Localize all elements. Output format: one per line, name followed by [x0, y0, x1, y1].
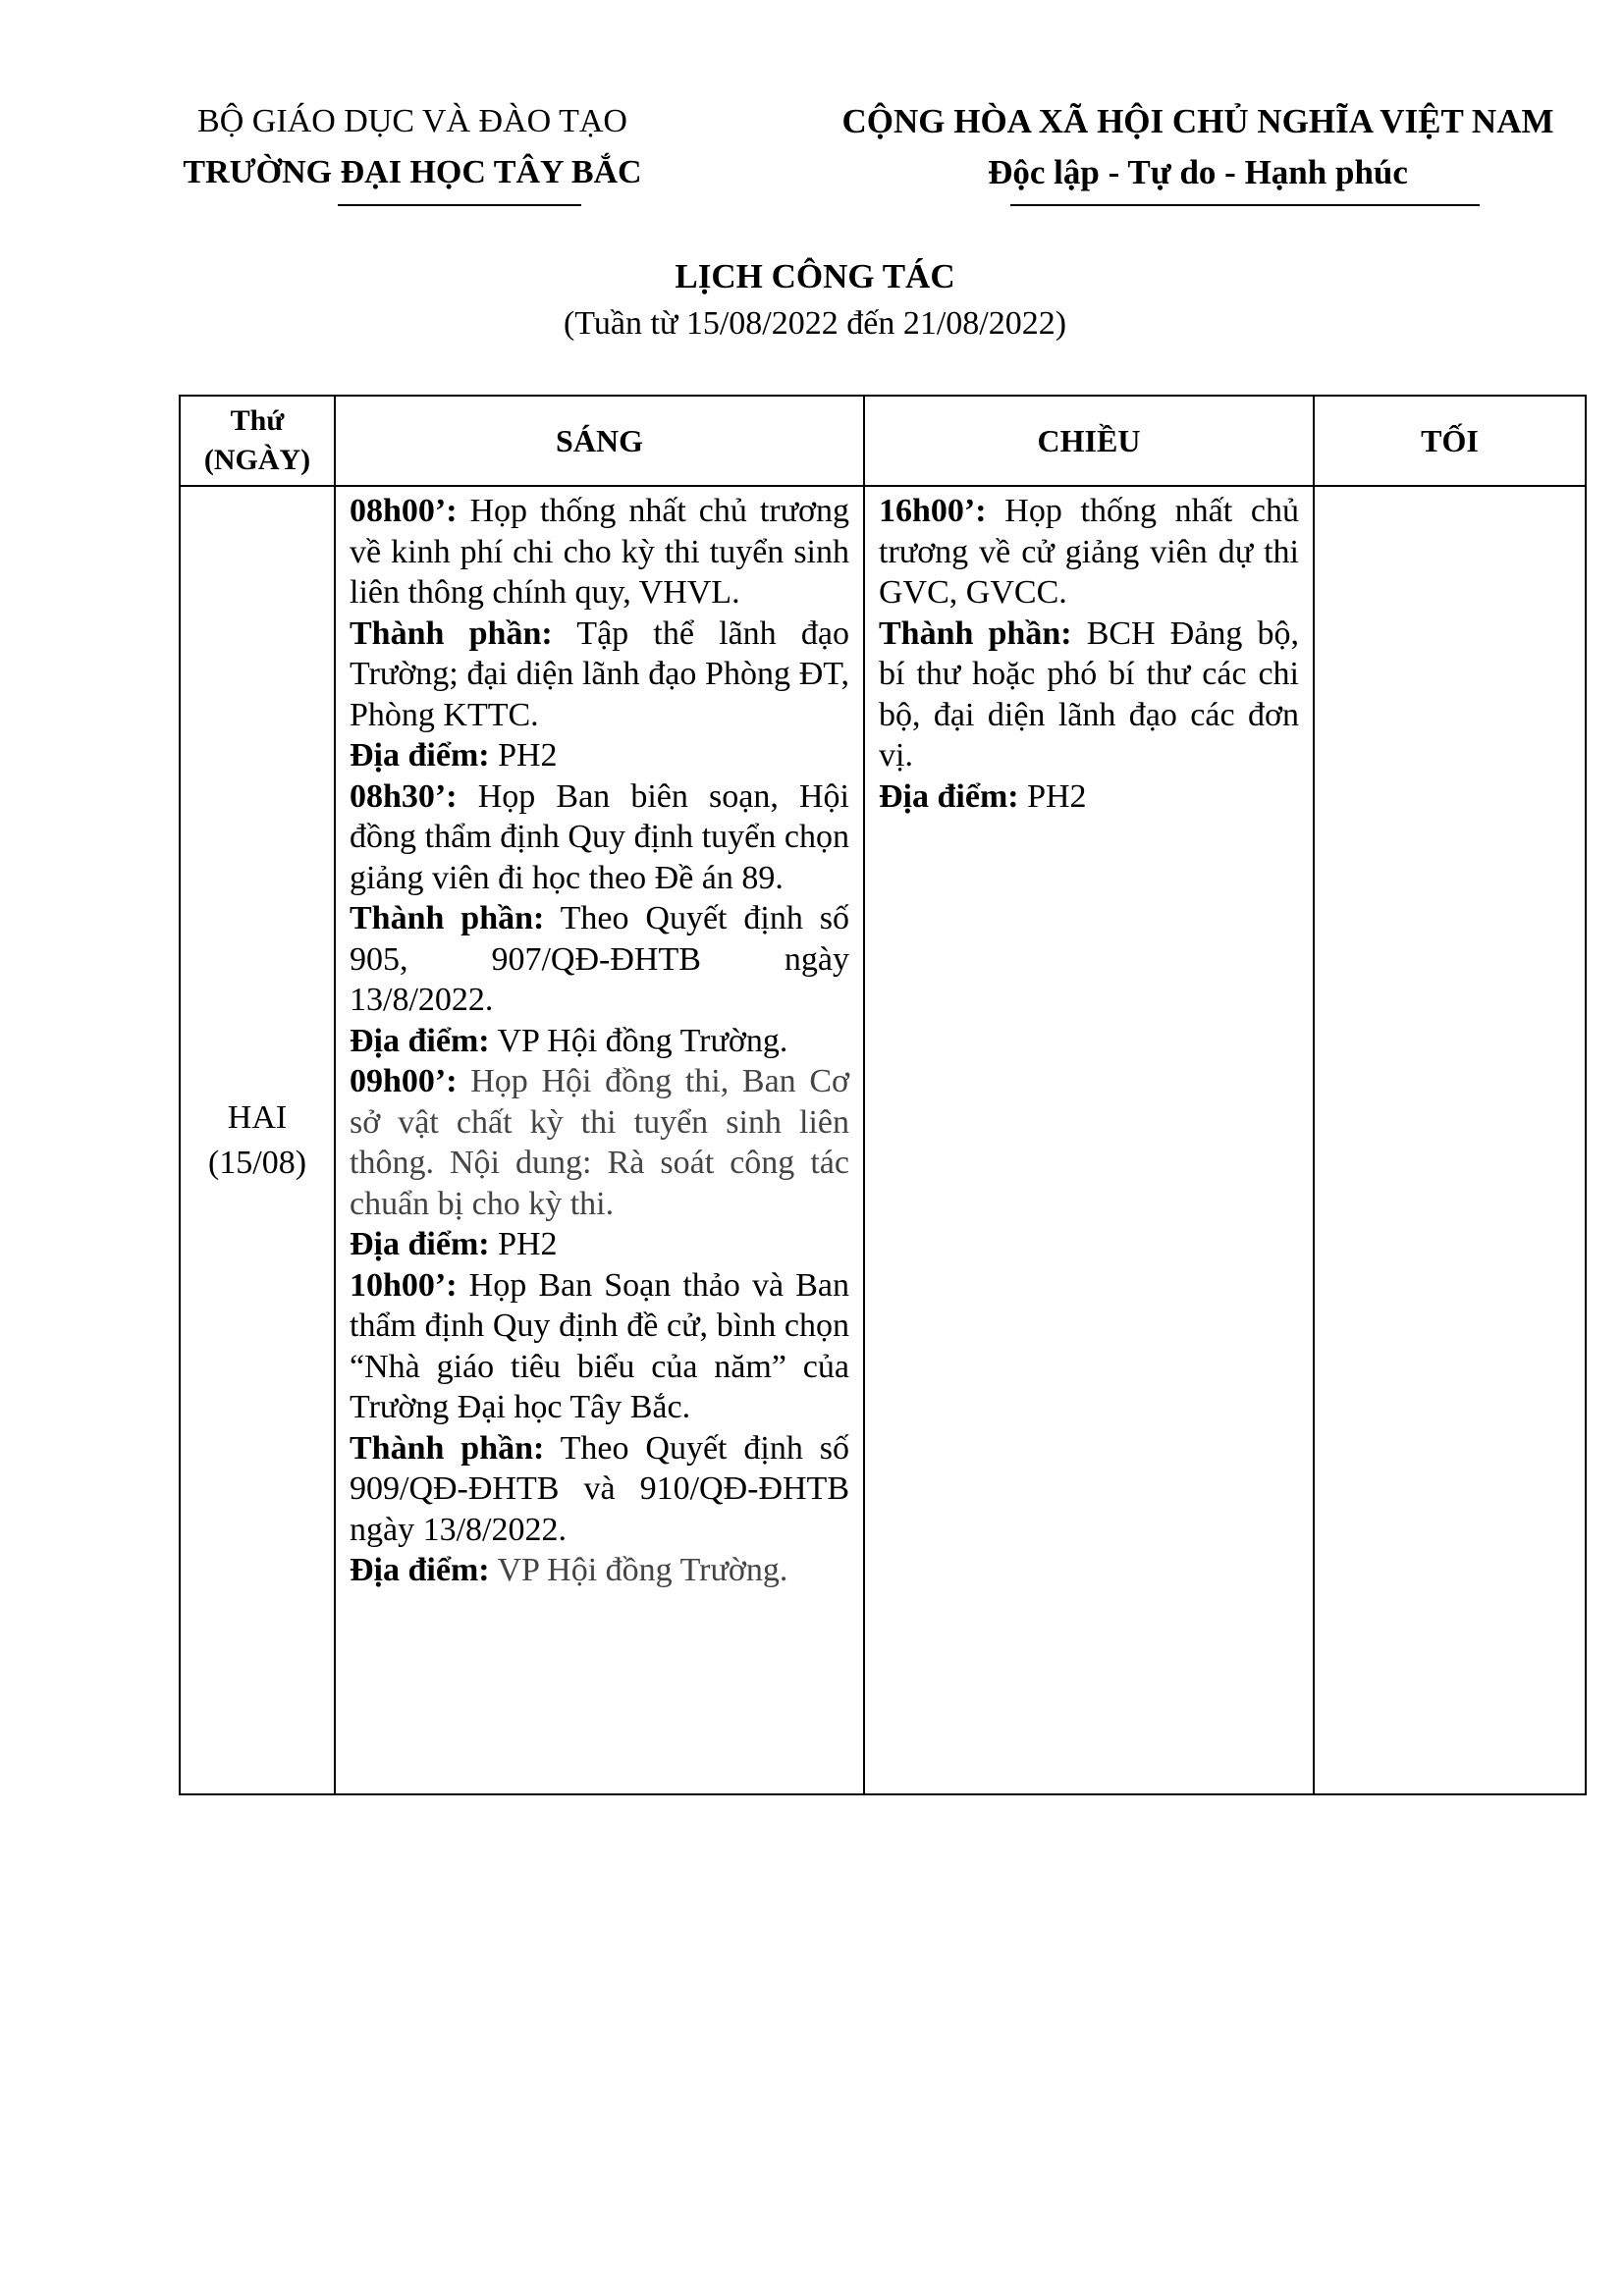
- members-label: Thành phần:: [350, 900, 545, 936]
- schedule-header-row: [180, 396, 1586, 486]
- entry-time: 08h30’:: [350, 777, 458, 815]
- day-cell: [180, 486, 335, 1794]
- morning-entry-3-summary: [350, 1061, 849, 1224]
- members-value: BCH Đảng bộ, bí thư hoặc phó bí thư các chi bộ, đại diện lãnh đạo các đơn vị.: [879, 614, 1299, 774]
- table-row: [180, 486, 1586, 1794]
- members-label: Thành phần:: [350, 1429, 545, 1467]
- column-header-day-line2: (NGÀY): [203, 444, 311, 476]
- place-label: Địa điểm:: [350, 1226, 490, 1262]
- column-header-evening: TỐI: [1314, 396, 1586, 486]
- header-right: [815, 96, 1581, 206]
- entry-time: 08h00’:: [350, 493, 458, 529]
- entry-description: Họp Ban biên soạn, Hội đồng thẩm định Quy định tuyển chọn giảng viên đi học theo Đề án 89.: [350, 777, 849, 896]
- members-value: Theo Quyết định số 909/QĐ-ĐHTB và 910/QĐ-ĐHTB ngày 13/8/2022.: [350, 1429, 849, 1548]
- place-label: Địa điểm:: [350, 1552, 490, 1588]
- afternoon-entry-1-summary: [879, 491, 1299, 614]
- morning-cell: [335, 486, 864, 1794]
- column-header-day: [180, 396, 335, 486]
- header-left: [157, 96, 668, 206]
- members-value: Theo Quyết định số 905, 907/QĐ-ĐHTB ngày 13/8/2022.: [350, 900, 849, 1018]
- entry-description: Họp Ban Soạn thảo và Ban thẩm định Quy định đề cử, bình chọn “Nhà giáo tiêu biểu của năm” của Trường Đại học Tây Bắc.: [350, 1266, 849, 1425]
- column-header-morning: SÁNG: [335, 396, 864, 486]
- morning-entry-2-place: [350, 1021, 849, 1062]
- day-date: (15/08): [207, 1144, 307, 1181]
- entry-description: Họp thống nhất chủ trương về cử giảng viên dự thi GVC, GVCC.: [879, 493, 1299, 611]
- motto-underline: [1010, 204, 1480, 206]
- place-value: PH2: [1018, 777, 1087, 815]
- column-header-afternoon: CHIỀU: [864, 396, 1314, 486]
- university-name: TRƯỜNG ĐẠI HỌC TÂY BẮC: [183, 154, 642, 190]
- place-label: Địa điểm:: [350, 1022, 490, 1059]
- members-label: Thành phần:: [350, 614, 553, 652]
- university-underline: [338, 204, 581, 206]
- morning-entry-1-summary: [350, 491, 849, 614]
- entry-time: 09h00’:: [350, 1063, 458, 1099]
- place-value: PH2: [489, 1226, 558, 1262]
- morning-entry-2-summary: [350, 776, 849, 899]
- place-value: VP Hội đồng Trường.: [489, 1022, 788, 1059]
- morning-entry-4-members: [350, 1428, 849, 1551]
- entry-time: 10h00’:: [350, 1266, 458, 1304]
- morning-entry-4-summary: [350, 1265, 849, 1428]
- place-value: PH2: [489, 737, 558, 774]
- national-motto: Độc lập - Tự do - Hạnh phúc: [988, 153, 1408, 191]
- morning-entry-4-place: [350, 1550, 849, 1591]
- column-header-day-line1: Thứ: [230, 404, 285, 437]
- day-name: HAI: [227, 1098, 288, 1136]
- members-label: Thành phần:: [879, 614, 1072, 652]
- afternoon-cell: [864, 486, 1314, 1794]
- place-label: Địa điểm:: [879, 777, 1019, 815]
- afternoon-entry-1-place: [879, 776, 1299, 818]
- place-label: Địa điểm:: [350, 737, 490, 774]
- morning-entry-2-members: [350, 898, 849, 1021]
- document-title: LỊCH CÔNG TÁC: [675, 257, 955, 295]
- afternoon-entry-1-members: [879, 614, 1299, 776]
- members-value: Tập thể lãnh đạo Trường; đại diện lãnh đạo Phòng ĐT, Phòng KTTC.: [350, 614, 849, 733]
- entry-time: 16h00’:: [879, 493, 987, 529]
- morning-entry-1-place: [350, 735, 849, 776]
- morning-entry-1-members: [350, 614, 849, 736]
- entry-description: Họp thống nhất chủ trương về kinh phí chi cho kỳ thi tuyển sinh liên thông chính quy, VHVL.: [350, 493, 849, 611]
- document-subtitle: (Tuần từ 15/08/2022 đến 21/08/2022): [563, 305, 1067, 342]
- evening-cell: [1314, 486, 1586, 1794]
- entry-description: Họp Hội đồng thi, Ban Cơ sở vật chất kỳ thi tuyển sinh liên thông. Nội dung: Rà soát công tác chuẩn bị cho kỳ thi.: [350, 1063, 849, 1222]
- title-block: [177, 253, 1453, 347]
- schedule-table: [179, 395, 1587, 1795]
- ministry-name: BỘ GIÁO DỤC VÀ ĐÀO TẠO: [197, 103, 627, 139]
- morning-entry-3-place: [350, 1224, 849, 1265]
- place-value: VP Hội đồng Trường.: [489, 1552, 788, 1588]
- country-name: CỘNG HÒA XÃ HỘI CHỦ NGHĨA VIỆT NAM: [841, 102, 1554, 140]
